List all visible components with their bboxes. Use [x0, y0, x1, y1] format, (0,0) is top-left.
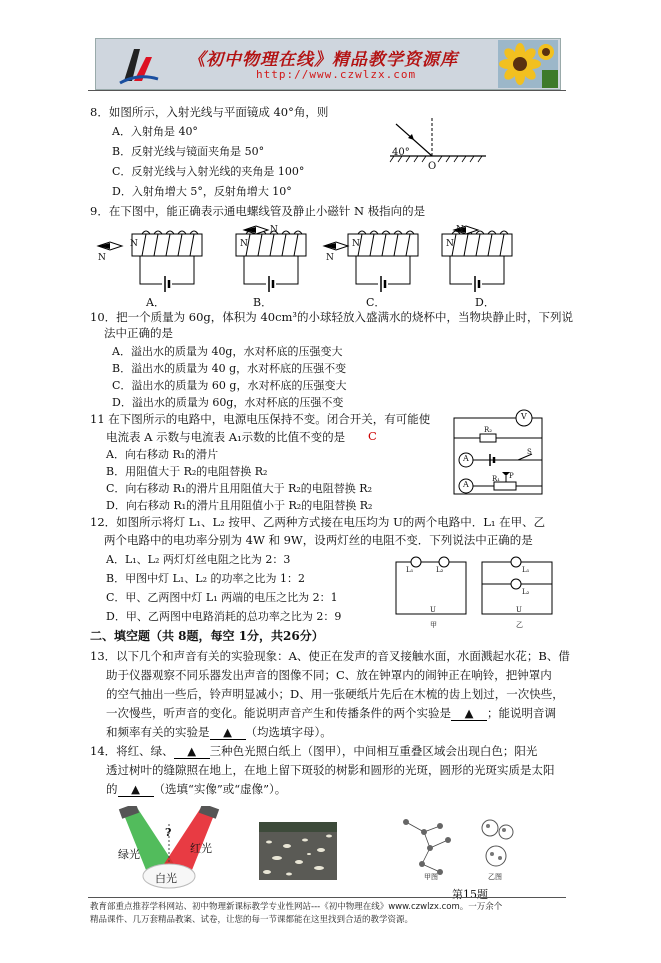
q14-fig-green: 绿光: [118, 848, 140, 861]
q14-line-3-tail: （选填“实像”或“虚像”）。: [153, 782, 287, 796]
q12-stem-2: 两个电路中的电功率分别为 4W 和 9W，设两灯丝的电阻不变．下列说法中正确的是: [104, 533, 533, 547]
q14-light-spot-photo: [259, 822, 337, 880]
q11-fig-a: A: [463, 454, 469, 463]
header-title: 《初中物理在线》精品教学资源库: [188, 50, 458, 70]
q9-label-d: D．: [475, 296, 495, 309]
q12-option-b: B．甲图中灯 L₁、L₂ 的功率之比为 1：2: [106, 572, 305, 585]
q9-label-a: A．: [146, 296, 165, 309]
q12-option-c: C．甲、乙两图中灯 L₁ 两端的电压之比为 2：1: [106, 591, 338, 604]
q13-line-2: 助于仪器观察不同乐器发出声音的图像不同；C、放在钟罩内的闹钟正在响铃，把钟罩内: [106, 668, 552, 682]
q13-line-4: [106, 705, 556, 721]
q15-label: 第15题: [452, 888, 488, 901]
q13-line-5: [106, 724, 332, 740]
q11-option-b: B．用阻值大于 R₂的电阻替换 R₂: [106, 465, 268, 478]
header-rule: [88, 90, 566, 91]
q12-fig-u-yi: U: [516, 606, 522, 614]
q14-line-1: [90, 743, 537, 759]
q11-fig-p: P: [509, 472, 514, 480]
logo-icon: [116, 43, 160, 85]
header-url: http://www.czwlzx.com: [256, 68, 417, 81]
q11-circuit-figure: [446, 404, 550, 502]
q8-angle-label: 40°: [392, 147, 410, 158]
q13-line-3: 的空气抽出一些后，铃声明显减小；D、用一张硬纸片先后在木梳的齿上划过，一次快些，: [106, 687, 564, 701]
q11-stem-2: 电流表 A 示数与电流表 A₁示数的比值不变的是: [106, 430, 346, 444]
q12-fig-l2-yi: L₂: [522, 588, 530, 596]
q12-option-d: D．甲、乙两图中电路消耗的总功率之比为 2：9: [106, 610, 342, 623]
q12-fig-l1-jia: L₁: [406, 566, 414, 574]
q9-a-coil-n: N: [130, 239, 138, 249]
q9-b-coil-n: N: [240, 239, 248, 249]
q9-d-coil-n: N: [446, 239, 454, 249]
footer-rule: [88, 897, 566, 898]
footer-line-1: 教育部重点推荐学科网站、初中物理新课标教学专业性网站---《初中物理在线》www.czwlzx.com。一万余个: [90, 902, 503, 912]
q14-line-3: [106, 781, 286, 797]
q10-option-c: C．溢出水的质量为 60 g，水对杯底的压强变大: [112, 379, 347, 392]
q11-option-d: D．向右移动 R₁的滑片且用阻值小于 R₂的电阻替换 R₂: [106, 499, 373, 512]
q13-blank-1[interactable]: ▲: [451, 706, 487, 721]
q11-option-a: A．向右移动 R₁的滑片: [106, 448, 219, 461]
q11-fig-r2: R₂: [484, 426, 493, 434]
q11-fig-r1: R₁: [492, 475, 501, 483]
q11-fig-s: S: [527, 448, 532, 456]
q12-fig-u-jia: U: [430, 606, 436, 614]
q9-label-c: C．: [366, 296, 386, 309]
q14-line-1-text: 14．将红、绿、: [90, 744, 174, 758]
q8-mirror-figure: [386, 116, 490, 174]
q12-option-a: A．L₁、L₂ 两灯灯丝电阻之比为 2：3: [106, 553, 291, 566]
q12-fig-jia: 甲: [430, 621, 437, 629]
q14-blank-2[interactable]: ▲: [118, 782, 154, 797]
q14-line-3-text: 的: [106, 782, 118, 796]
footer-line-2: 精品课件、几万套精品教案、试卷，让您的每一节课都能在这里找到合适的教学资源。: [90, 915, 414, 925]
q9-d-needle-n: N: [456, 225, 464, 235]
q10-stem-2: 法中正确的是: [104, 326, 173, 340]
q12-stem-1: 12．如图所示将灯 L₁、L₂ 按甲、乙两种方式接在电压均为 U的两个电路中．L₁ 在甲、乙: [90, 515, 546, 529]
q8-point-o: O: [428, 161, 437, 172]
q8-option-d: D．入射角增大 5°，反射角增大 10°: [112, 185, 292, 198]
q13-line-5-tail: （均选填字母）。: [245, 725, 332, 739]
q10-option-d: D．溢出水的质量为 60g，水对杯底的压强不变: [112, 396, 344, 409]
q11-option-c: C．向右移动 R₁的滑片且用阻值大于 R₂的电阻替换 R₂: [106, 482, 372, 495]
q12-fig-l1-yi: L₁: [522, 566, 530, 574]
q11-fig-a1: A: [463, 480, 469, 489]
q10-option-a: A．溢出水的质量为 40g，水对杯底的压强变大: [112, 345, 343, 358]
q12-circuit-figure: [392, 556, 560, 628]
q9-stem: 9．在下图中，能正确表示通电螺线管及静止小磁针 N 极指向的是: [90, 204, 426, 218]
q14-fig-question: ?: [165, 826, 172, 839]
section-2-heading: 二、填空题（共 8题，每空 1分，共26分）: [90, 629, 324, 643]
q13-line-5-text: 和频率有关的实验是: [106, 725, 210, 739]
q14-line-2: 透过树叶的缝隙照在地上，在地上留下斑驳的树影和圆形的光斑，圆形的光斑实质是太阳: [106, 763, 555, 777]
q15-fig-yi: 乙图: [488, 873, 502, 881]
q9-c-coil-n: N: [352, 239, 360, 249]
q11-answer: C: [368, 429, 377, 443]
header-banner: [95, 38, 561, 90]
q9-b-needle-n: N: [270, 225, 278, 235]
q13-line-4-tail: ；能说明音调: [487, 706, 556, 720]
q15-fig-jia: 甲图: [424, 873, 438, 881]
q9-a-needle-n: N: [98, 253, 106, 263]
q13-blank-2[interactable]: ▲: [210, 725, 246, 740]
q12-fig-yi: 乙: [516, 621, 523, 629]
q8-option-b: B．反射光线与镜面夹角是 50°: [112, 145, 265, 158]
q14-fig-red: 红光: [190, 842, 212, 855]
q8-option-a: A．入射角是 40°: [112, 125, 198, 138]
q15-figures: [400, 812, 530, 886]
q8-option-c: C．反射光线与入射光线的夹角是 100°: [112, 165, 305, 178]
q13-line-4-text: 一次慢些，听声音的变化。能说明声音产生和传播条件的两个实验是: [106, 706, 451, 720]
q10-stem-1: 10．把一个质量为 60g，体积为 40cm³的小球轻放入盛满水的烧杯中，当物块静止时，下列说: [90, 310, 574, 324]
q13-line-1: 13．以下几个和声音有关的实验现象：A、使正在发声的音叉接触水面，水面溅起水花；B、借: [90, 649, 570, 663]
q8-stem: 8．如图所示，入射光线与平面镜成 40°角，则: [90, 105, 329, 119]
q12-fig-l2-jia: L₂: [436, 566, 444, 574]
q10-option-b: B．溢出水的质量为 40 g，水对杯底的压强不变: [112, 362, 347, 375]
q9-c-needle-n: N: [326, 253, 334, 263]
q9-label-b: B．: [253, 296, 273, 309]
q11-stem-1: 11 在下图所示的电路中，电源电压保持不变。闭合开关，有可能使: [90, 412, 431, 426]
q14-fig-white: 白光: [155, 872, 177, 885]
q14-blank-1[interactable]: ▲: [174, 744, 210, 759]
q14-line-1-tail: 三种色光照白纸上（图甲），中间相互重叠区域会出现白色；阳光: [209, 744, 538, 758]
q11-fig-v: V: [521, 412, 527, 421]
sunflower-icon: [498, 40, 558, 88]
